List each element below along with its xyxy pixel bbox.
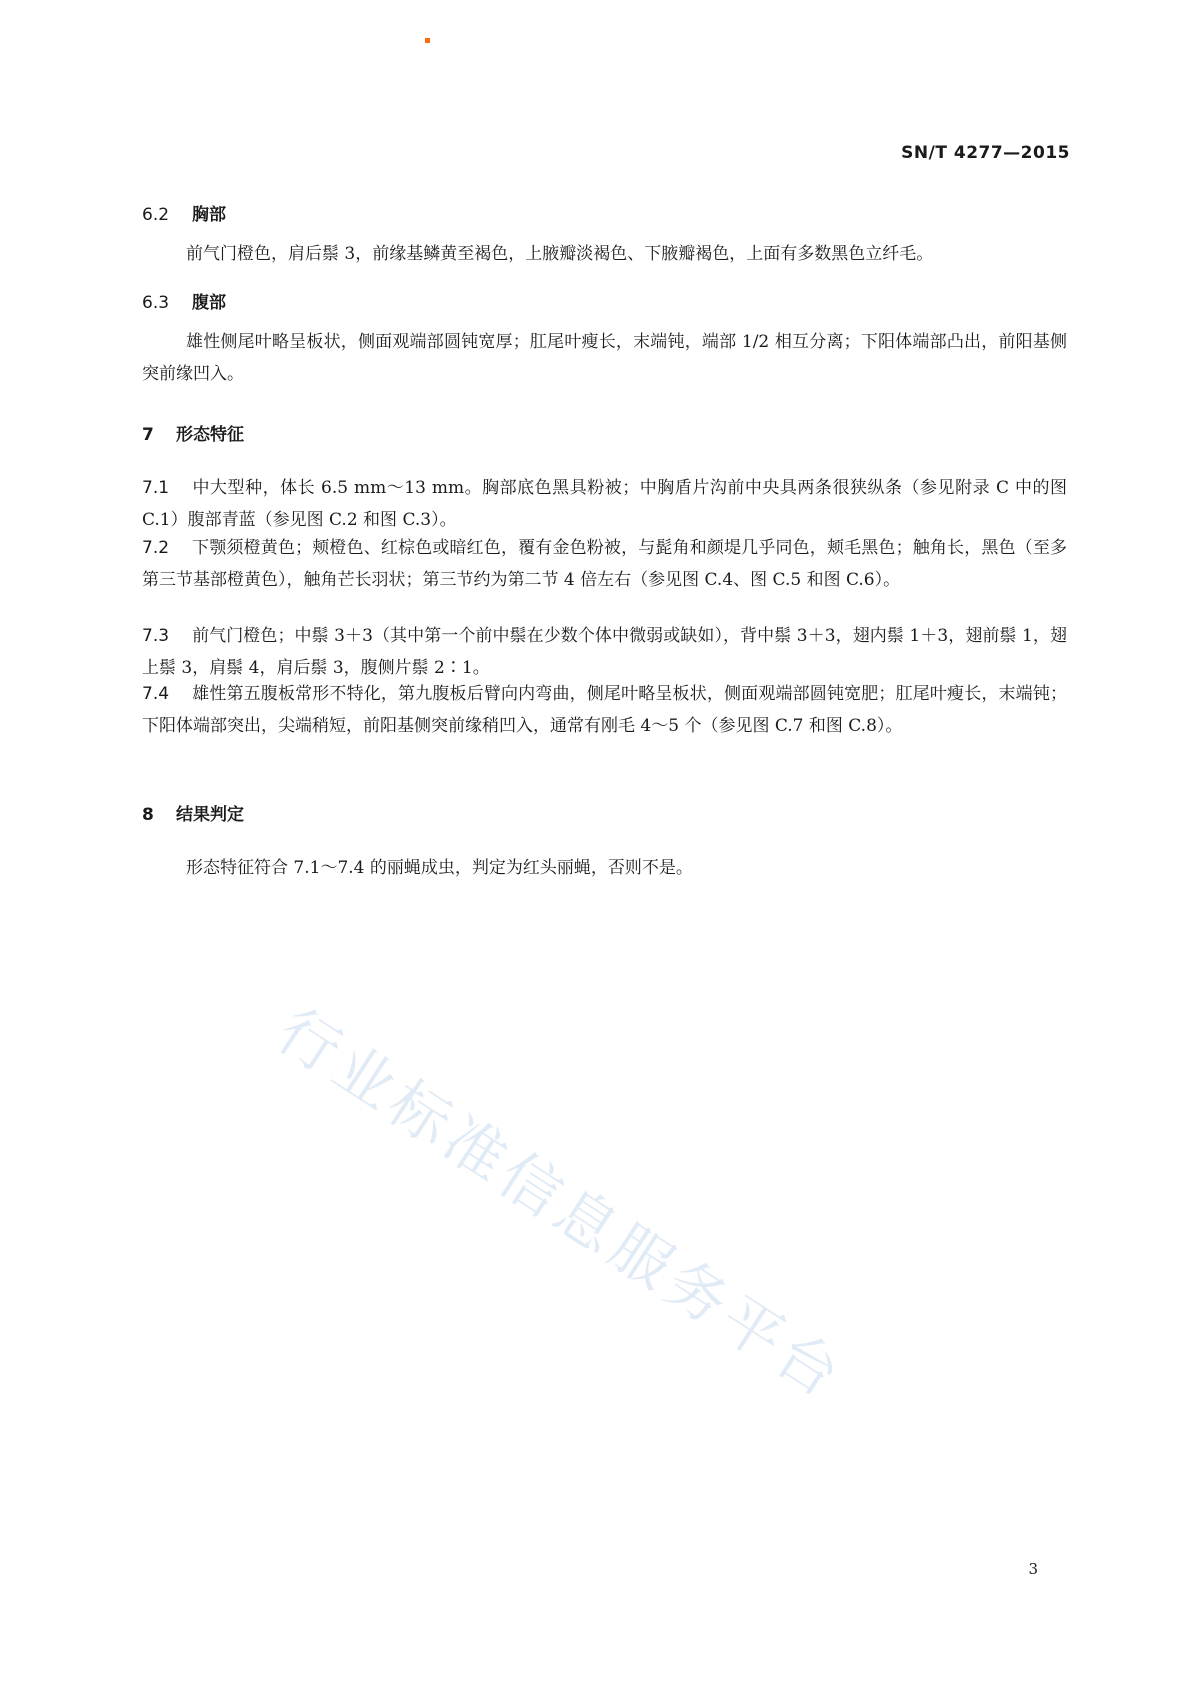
list-item-7-3	[142, 620, 1067, 684]
item-number: 7.1	[142, 478, 170, 498]
watermark: 行业标准信息服务平台	[264, 995, 857, 1415]
section-text-8: 形态特征符合 7.1～7.4 的丽蝇成虫，判定为红头丽蝇，否则不是。	[186, 858, 693, 878]
section-heading-8	[142, 800, 244, 825]
page-number: 3	[1028, 1560, 1038, 1578]
item-number: 7.4	[142, 684, 170, 704]
section-text-6-2: 前气门橙色，肩后鬃 3，前缘基鳞黄至褐色，上腋瓣淡褐色、下腋瓣褐色，上面有多数黑色立纤毛。	[186, 244, 934, 264]
item-text: 前气门橙色；中鬃 3＋3（其中第一个前中鬃在少数个体中微弱或缺如），背中鬃 3＋3，翅内鬃 1＋3，翅前鬃 1，翅上鬃 3，肩鬃 4，肩后鬃 3，腹侧片鬃 2∶1。	[142, 626, 1067, 678]
section-number: 6.3	[142, 293, 170, 313]
section-title: 胸部	[192, 205, 226, 225]
section-text-6-3: 雄性侧尾叶略呈板状，侧面观端部圆钝宽厚；肛尾叶瘦长，末端钝，端部 1/2 相互分离；下阳体端部凸出，前阳基侧突前缘凹入。	[142, 332, 1067, 384]
section-title: 结果判定	[176, 805, 244, 825]
section-heading-6-2	[142, 200, 226, 225]
list-item-7-1	[142, 472, 1067, 536]
list-item-7-2	[142, 532, 1067, 596]
section-title: 形态特征	[176, 425, 244, 445]
orange-mark	[425, 38, 430, 43]
item-text: 中大型种，体长 6.5 mm～13 mm。胸部底色黑具粉被；中胸盾片沟前中央具两条很狭纵条（参见附录 C 中的图 C.1）腹部青蓝（参见图 C.2 和图 C.3）。	[142, 478, 1067, 530]
section-number: 7	[142, 425, 154, 445]
item-number: 7.3	[142, 626, 170, 646]
section-number: 6.2	[142, 205, 170, 225]
section-number: 8	[142, 805, 154, 825]
section-heading-7	[142, 420, 244, 445]
section-heading-6-3	[142, 288, 226, 313]
section-title: 腹部	[192, 293, 226, 313]
item-number: 7.2	[142, 538, 170, 558]
item-text: 下颚须橙黄色；颊橙色、红棕色或暗红色，覆有金色粉被，与髭角和颜堤几乎同色，颊毛黑色；触角长，黑色（至多第三节基部橙黄色），触角芒长羽状；第三节约为第二节 4 倍左右（参见图 C.4、图 C.5 和图 C.6）。	[142, 538, 1067, 590]
list-item-7-4	[142, 678, 1067, 742]
standard-code: SN/T 4277—2015	[901, 143, 1070, 163]
item-text: 雄性第五腹板常形不特化，第九腹板后臂向内弯曲，侧尾叶略呈板状，侧面观端部圆钝宽肥；肛尾叶瘦长，末端钝；下阳体端部突出，尖端稍短，前阳基侧突前缘稍凹入，通常有刚毛 4～5 个（参见图 C.7 和图 C.8）。	[142, 684, 1067, 736]
